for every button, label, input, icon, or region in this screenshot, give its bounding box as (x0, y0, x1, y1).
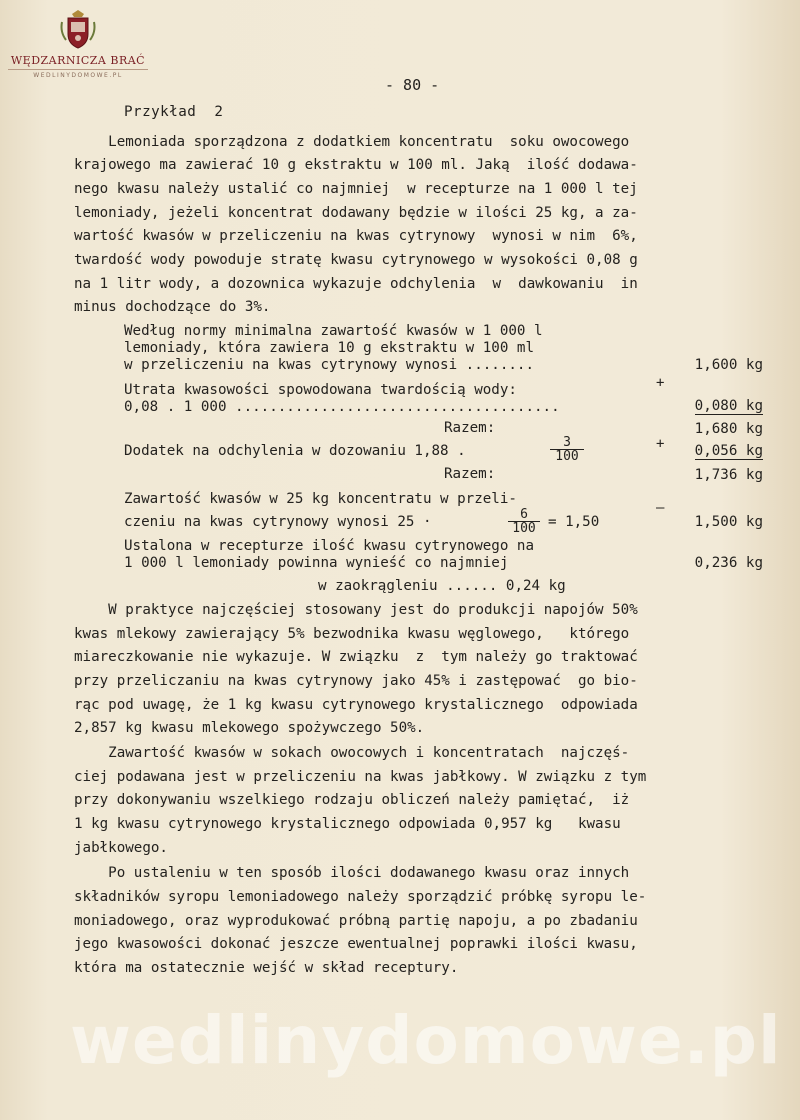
text-line: ciej podawana jest w przeliczeniu na kwas jabłkowy. W związku z tym (74, 769, 647, 785)
fraction-denominator: 100 (508, 521, 540, 535)
sum-value: 1,680 kg (694, 421, 763, 437)
calc-content-line: Zawartość kwasów w 25 kg koncentratu w przeli- (124, 491, 517, 507)
text-line: lemoniady, jeżeli koncentrat dodawany będzie w ilości 25 kg, a za- (74, 205, 638, 221)
text-line: Po ustaleniu w ten sposób ilości dodawanego kwasu oraz innych (74, 865, 630, 881)
deviation-fraction (550, 436, 584, 463)
text-line: Lemoniada sporządzona z dodatkiem koncentratu soku owocowego (74, 134, 630, 150)
text-line: nego kwasu należy ustalić co najmniej w recepturze na 1 000 l tej (74, 181, 638, 197)
text-line: Zawartość kwasów w sokach owocowych i koncentratach najczęś- (74, 745, 630, 761)
calc-result-line: 1 000 l lemoniady powinna wynieść co najmniej (124, 555, 509, 571)
calc-loss-line: 0,08 . 1 000 ...................................... (124, 399, 560, 415)
minus-sign: – (656, 500, 665, 516)
text-line: wartość kwasów w przeliczeniu na kwas cytrynowy wynosi w nim 6%, (74, 228, 638, 244)
text-line: która ma ostatecznie wejść w skład receptury. (74, 960, 459, 976)
calc-norm-line: lemoniady, która zawiera 10 g ekstraktu w 100 ml (124, 340, 534, 356)
text-line: kwas mlekowy zawierający 5% bezwodnika kwasu węglowego, którego (74, 626, 630, 642)
text-line: na 1 litr wody, a dozownica wykazuje odchylenia w dawkowaniu in (74, 276, 638, 292)
text-line: rąc pod uwagę, że 1 kg kwasu cytrynowego krystalicznego odpowiada (74, 697, 638, 713)
text-line: twardość wody powoduje stratę kwasu cytrynowego w wysokości 0,08 g (74, 252, 638, 268)
sum-label: Razem: (444, 466, 496, 482)
calc-norm-line: Według normy minimalna zawartość kwasów w 1 000 l (124, 323, 543, 339)
calc-result-line: Ustalona w recepturze ilość kwasu cytrynowego na (124, 538, 534, 554)
fraction-denominator: 100 (550, 449, 584, 463)
sum-label: Razem: (444, 420, 496, 436)
text-line: przy przeliczaniu na kwas cytrynowy jako 45% i zastępować go bio- (74, 673, 638, 689)
text-line: krajowego ma zawierać 10 g ekstraktu w 100 ml. Jaką ilość dodawa- (74, 157, 638, 173)
example-heading: Przykład 2 (124, 104, 224, 120)
text-line: miareczkowanie nie wykazuje. W związku z tym należy go traktować (74, 649, 638, 665)
site-watermark: wedlinydomowe.pl (70, 1002, 782, 1079)
content-fraction (508, 508, 540, 535)
calc-loss-line: Utrata kwasowości spowodowana twardością wody: (124, 382, 517, 398)
text-line: 1 kg kwasu cytrynowego krystalicznego odpowiada 0,957 kg kwasu (74, 816, 621, 832)
calc-norm-value: 1,600 kg (694, 357, 763, 373)
fraction-numerator: 6 (520, 507, 528, 522)
brand-name: WĘDZARNICZA BRAĆ (10, 54, 146, 67)
crest-icon (56, 8, 100, 52)
text-line: 2,857 kg kwasu mlekowego spożywczego 50%. (74, 720, 425, 736)
calc-deviation-line: Dodatek na odchylenia w dozowaniu 1,88 . (124, 443, 466, 459)
calc-result-value: 0,236 kg (694, 555, 763, 571)
text-line: moniadowego, oraz wyprodukować próbną partię napoju, a po zbadaniu (74, 913, 638, 929)
text-line: przy dokonywaniu wszelkiego rodzaju obliczeń należy pamiętać, iż (74, 792, 630, 808)
calc-rounded: w zaokrągleniu ...... 0,24 kg (318, 578, 566, 594)
brand-url: WEDLINYDOMOWE.PL (8, 69, 148, 79)
text-line: składników syropu lemoniadowego należy sporządzić próbkę syropu le- (74, 889, 647, 905)
text-line: minus dochodzące do 3%. (74, 299, 271, 315)
text-line: W praktyce najczęściej stosowany jest do produkcji napojów 50% (74, 602, 638, 618)
plus-sign: + (656, 375, 665, 391)
page-number: - 80 - (385, 76, 440, 94)
brand-logo (8, 8, 148, 98)
plus-sign: + (656, 436, 665, 452)
calc-norm-line: w przeliczeniu na kwas cytrynowy wynosi ........ (124, 357, 534, 373)
calc-loss-value: 0,080 kg (694, 398, 763, 414)
calc-content-line: czeniu na kwas cytrynowy wynosi 25 · (124, 514, 432, 530)
text-line: jego kwasowości dokonać jeszcze ewentualnej poprawki ilości kwasu, (74, 936, 638, 952)
fraction-numerator: 3 (563, 435, 571, 450)
calc-content-value: 1,500 kg (694, 514, 763, 530)
calc-deviation-value: 0,056 kg (694, 443, 763, 459)
calc-content-result: = 1,50 (548, 514, 600, 530)
text-line: jabłkowego. (74, 840, 168, 856)
sum-value: 1,736 kg (694, 467, 763, 483)
